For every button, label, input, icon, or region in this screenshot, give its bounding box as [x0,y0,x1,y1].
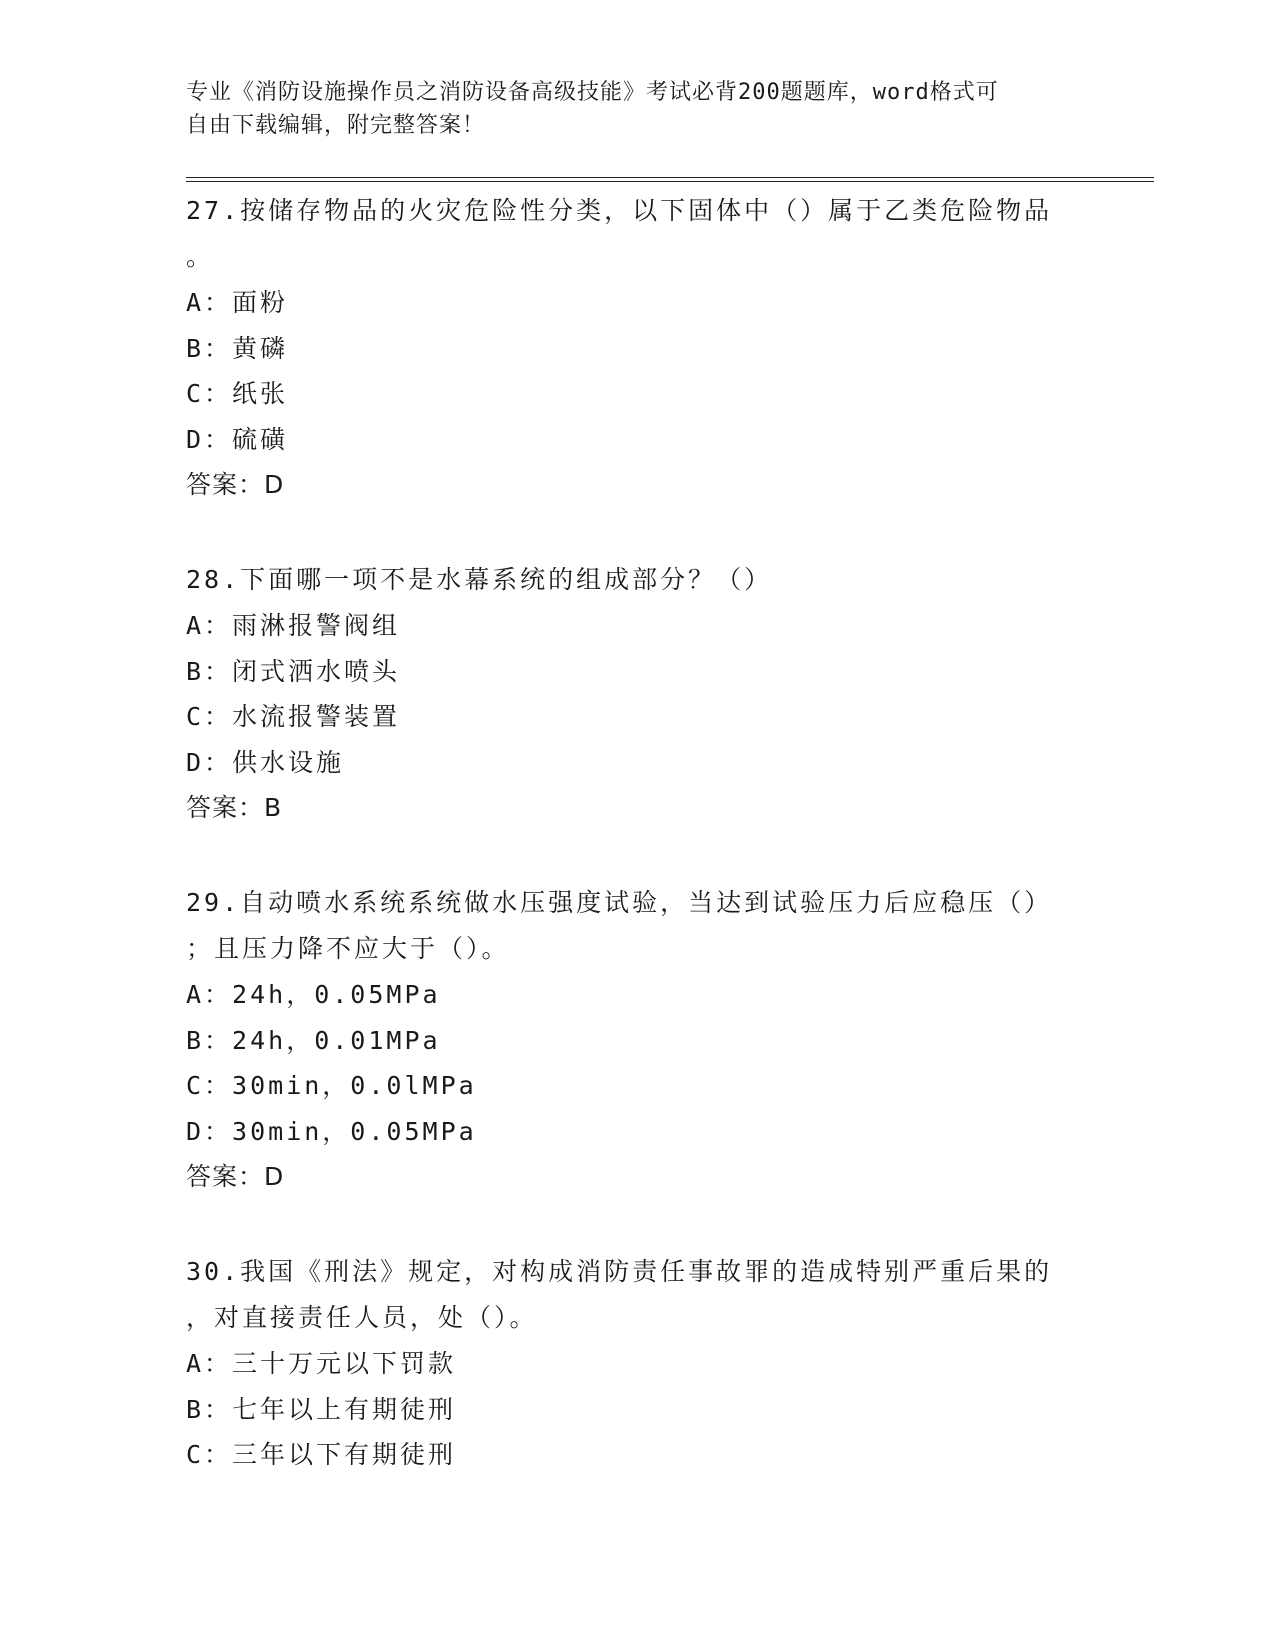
option-d: D：硫磺 [186,424,289,454]
question-stem-continued: 。 [186,242,215,271]
question-stem-continued: ；且压力降不应大于（）。 [186,934,510,963]
option-b: B：七年以上有期徒刑 [186,1394,457,1424]
option-c: C：纸张 [186,379,289,408]
option-a: A：24h，0.05MPa [186,980,441,1009]
document-header [186,76,1086,142]
option-b: B：闭式洒水喷头 [186,656,401,686]
header-divider-bottom [186,181,1154,182]
option-c: C：30min，0.0lMPa [186,1071,477,1100]
header-line-2: 自由下载编辑，附完整答案！ [186,113,486,138]
header-line-1: 专业《消防设施操作员之消防设备高级技能》考试必背200题题库，word格式可 [186,80,999,105]
question-29 [186,880,1086,1199]
question-stem: 28.下面哪一项不是水幕系统的组成部分？（） [186,565,773,594]
question-stem: 27.按储存物品的火灾危险性分类，以下固体中（）属于乙类危险物品 [186,196,1053,225]
question-28 [186,557,1086,830]
header-divider-top [186,177,1154,178]
answer: 答案：B [186,793,283,822]
answer: 答案：D [186,1162,285,1191]
option-a: A：面粉 [186,288,289,317]
option-c: C：水流报警装置 [186,702,401,731]
question-stem: 30.我国《刑法》规定，对构成消防责任事故罪的造成特别严重后果的 [186,1257,1053,1286]
answer: 答案：D [186,470,285,499]
option-d: D：30min，0.05MPa [186,1116,477,1146]
question-27 [186,188,1086,507]
option-b: B：黄磷 [186,333,289,363]
option-d: D：供水设施 [186,747,345,777]
option-c: C：三年以下有期徒刑 [186,1440,457,1469]
option-a: A：三十万元以下罚款 [186,1349,457,1378]
question-stem-continued: ，对直接责任人员，处（）。 [186,1303,538,1332]
question-list [186,188,1086,1528]
option-b: B：24h，0.01MPa [186,1025,441,1055]
question-30 [186,1249,1086,1478]
option-a: A：雨淋报警阀组 [186,611,401,640]
question-stem: 29.自动喷水系统系统做水压强度试验，当达到试验压力后应稳压（） [186,888,1053,917]
